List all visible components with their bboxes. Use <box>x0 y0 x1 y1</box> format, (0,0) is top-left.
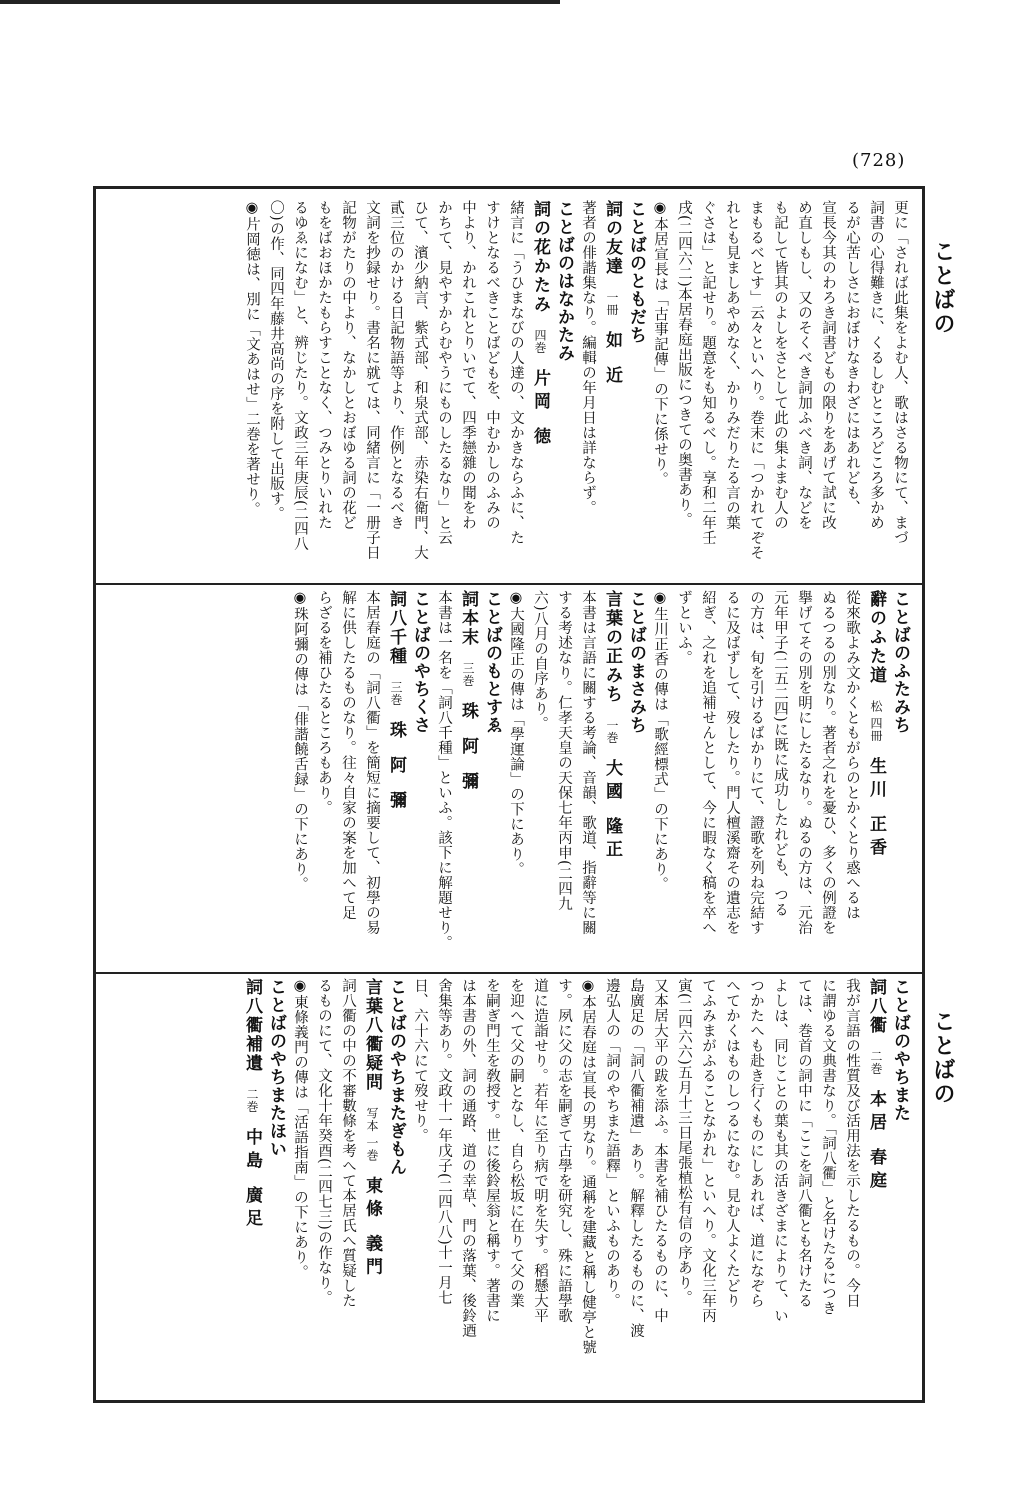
text-line: るゆゑになむ」と、辨じたり。文政三年庚辰(二四八 <box>292 200 308 552</box>
text-line: らざるを補ひたるところもあり。 <box>316 590 332 815</box>
text-line: ては、巻首の詞中に「ここを詞八衢とも名けたる <box>796 978 812 1308</box>
running-head-bottom: ことばの <box>930 1010 956 1106</box>
text-line: 詞八衢の中の不審數條を考へて本居氏へ質疑した <box>340 978 356 1308</box>
entry-author: 大國 隆正 <box>602 759 622 864</box>
section-title: ことばのやちくさ <box>410 590 430 734</box>
entry-title: 言葉の正みち <box>602 590 622 704</box>
entry-author: 東條 義門 <box>362 1176 382 1281</box>
text-line: 戌(二四六二)本居春庭出版につきての奥書あり。 <box>676 200 692 528</box>
b1-lines <box>648 200 912 580</box>
text-line: 島廣足の「詞八衢補遺」あり。解釋したるものに、渡 <box>628 978 644 1338</box>
text-line: も記して皆其のよしをさとして此の集よまむ人の <box>772 200 788 530</box>
entry-meta: 三巻 <box>461 662 475 688</box>
text-line: もをばおほかたもらすことなく、つみとりいれた <box>316 200 332 530</box>
text-line: ◉本居春庭は宣長の男なり。通稱を建藏と稱し健亭と號 <box>580 978 596 1355</box>
section-title: ことばのやちまた <box>890 978 910 1122</box>
entry-title: 詞八衢 <box>866 978 886 1035</box>
text-line: 本書は言語に關する考論、音韻、歌道、指辭等に關 <box>580 590 596 935</box>
entry-meta: 一冊 <box>605 291 619 317</box>
text-line: 我が言語の性質及び活用法を示したるもの。今日 <box>844 978 860 1308</box>
text-line: まもるべとす」云々といへり。巻末に「つかれてぞそ <box>748 200 764 560</box>
entry-title: 詞の友達 <box>602 200 622 276</box>
entry-author: 片岡 徳 <box>530 369 550 451</box>
text-line: する考述なり。仁孝天皇の天保七年丙申(二四九 <box>556 590 572 912</box>
text-line: 貳三位のかける日記物語等より、作例となるべき <box>388 200 404 530</box>
text-line: 更に「されば此集をよむ人、歌はさる物にて、まづ <box>892 200 908 545</box>
text-line: 詞書の心得難きに、くるしむところどころ多かめ <box>868 200 884 530</box>
divider-2 <box>96 972 922 974</box>
text-line: 記物がたりの中より、なかしとおぼゆる詞の花ど <box>340 200 356 530</box>
entry-heading <box>864 978 888 1388</box>
text-line: 元年甲子(二五二四)に既に成功したれども、つる <box>772 590 788 918</box>
text-line: るに及ばずして、歿したり。門人檀溪齋その遺志を <box>724 590 740 935</box>
page-number: (728) <box>852 150 906 171</box>
text-line: 文詞を抄録せり。書名に就ては、同緒言に「一册子日 <box>364 200 380 560</box>
text-line: 六)八月の自序あり。 <box>532 590 548 732</box>
entry-author: 珠 阿 彌 <box>458 702 478 796</box>
entry-meta: 松 四冊 <box>869 700 883 742</box>
text-line: 道に造詣せり。若年に至り病で明を失す。稻懸大平 <box>532 978 548 1323</box>
entry-meta: 一巻 <box>605 719 619 745</box>
text-line: へてかくはものしつるになむ。見む人よくたどり <box>724 978 740 1308</box>
entry-heading <box>240 978 264 1388</box>
entry-title: 辭のふた道 <box>866 590 886 685</box>
text-line: ◉東條義門の傳は「活語指南」の下にあり。 <box>292 978 308 1280</box>
entry-meta: 写本 一巻 <box>365 1107 379 1162</box>
entry-meta: 四巻 <box>533 329 547 355</box>
text-line: 舍集等あり。文政十一年戊子(二四八八)十一月七 <box>436 978 452 1306</box>
block-3 <box>112 978 912 1388</box>
section-title: ことばのやちまたほい <box>266 978 286 1158</box>
entry-heading <box>600 200 624 580</box>
entry-meta: 二巻 <box>245 1088 259 1114</box>
block-1 <box>112 200 912 580</box>
text-line: 日、六十六にて歿せり。 <box>412 978 428 1143</box>
text-line: の方は、旬を引けるばかりにて、證歌を列ね完結す <box>748 590 764 935</box>
entry-title: 言葉八衢疑問 <box>362 978 382 1092</box>
entry-heading <box>456 590 480 970</box>
section-title: ことばのともだち <box>626 200 646 344</box>
section-title: ことばのやちまたぎもん <box>386 978 406 1176</box>
section-title: ことばのふたみち <box>890 590 910 734</box>
entry-author: 生川 正香 <box>866 757 886 861</box>
text-line: ◉本居宣長は「古事記傳」の下に係せり。 <box>652 200 668 487</box>
entry-title: 詞本末 <box>458 590 478 647</box>
text-line: 中より、かれこれとりいでて、四季戀雜の聞をわ <box>460 200 476 530</box>
text-line: は本書の外、詞の通路、道の幸草、門の落葉、後鈴迺 <box>460 978 476 1338</box>
entry-heading <box>528 200 552 580</box>
text-line: を迎へて父の嗣となし、自ら松坂に在りて父の業 <box>508 978 524 1308</box>
text-line: よしは、同じことの葉も其の活きざまによりて、い <box>772 978 788 1323</box>
text-line: ◉大國隆正の傳は「學運論」の下にあり。 <box>508 590 524 877</box>
text-line: を嗣ぎ門生を敎授す。世に後鈴屋翁と稱す。著書に <box>484 978 500 1323</box>
entry-heading <box>864 590 888 970</box>
entry-meta: 三巻 <box>389 681 403 707</box>
text-line: ぐさは」と記せり。題意をも知るべし。享和二年壬 <box>700 200 716 545</box>
divider-1 <box>96 583 922 585</box>
text-line: れとも見ましあやめなく、かりみだりたる言の葉 <box>724 200 740 530</box>
text-line: め直しもし、又のそくべき詞加ふべき詞、などを <box>796 200 812 530</box>
text-line: 解に供したるものなり。往々自家の案を加へて足 <box>340 590 356 920</box>
text-line: 從來歌よみ文かくともがらのとかくとり惑へるは <box>844 590 860 920</box>
text-line: 寅(二四六六)五月十三日尾張植松有信の序あり。 <box>676 978 692 1306</box>
entry-author: 中島 廣足 <box>242 1128 262 1233</box>
text-line: すけとなるべきことばどもを、中むかしのふみの <box>484 200 500 530</box>
text-line: ◉生川正香の傳は「歌經標式」の下にあり。 <box>652 590 668 892</box>
text-line: 擧げてその別を明にしたるなり。ぬるの方は、元治 <box>796 590 812 935</box>
text-line: かちて、見やすからむやうにものしたるなり」と云 <box>436 200 452 545</box>
running-head-top: ことばの <box>930 240 956 336</box>
text-line: つかたへも赴き行くものにしあれば、道になぞら <box>748 978 764 1308</box>
text-line: 紹ぎ、之れを追補せんとして、今に暇なく稿を卒へ <box>700 590 716 935</box>
entry-heading <box>360 978 384 1388</box>
entry-author: 如 近 <box>602 331 622 390</box>
text-line: 宣長今其のわろき詞書どもの限りをあげて試に改 <box>820 200 836 530</box>
text-line: 本居春庭の「詞八衢」を簡短に摘要して、初學の易 <box>364 590 380 935</box>
top-rule <box>0 0 560 4</box>
entry-author: 本居 春庭 <box>866 1090 886 1195</box>
text-line: に謂ゆる文典書なり。「詞八衢」と名けたるにつき <box>820 978 836 1316</box>
entry-heading <box>384 590 408 970</box>
block-2 <box>112 590 912 970</box>
text-line: 本書は一名を「詞八千種」といふ。該下に解題せり。 <box>436 590 452 950</box>
text-line: 〇)の作、同四年藤井高尚の序を附して出版す。 <box>268 200 284 522</box>
text-line: ぬるつるの別なり。著者之れを憂ひ、多くの例證を <box>820 590 836 935</box>
entry-author: 珠 阿 彌 <box>386 721 406 815</box>
text-line: るものにて、文化十年癸酉(二四七三)の作なり。 <box>316 978 332 1306</box>
text-line: す。夙に父の志を嗣ぎて古學を研究し、殊に語學歌 <box>556 978 572 1323</box>
text-line: てふみまがふることなかれ」といへり。文化三年丙 <box>700 978 716 1323</box>
text-line: 又本居大平の跋を添ふ。本書を補ひたるものに、中 <box>652 978 668 1323</box>
section-title: ことばのはなかたみ <box>554 200 574 362</box>
text-line: ひて、濱少納言、紫式部、和泉式部、赤染右衛門、大 <box>412 200 428 560</box>
text-line: 著者の俳諧集なり。編輯の年月日は詳ならず。 <box>580 200 596 515</box>
text-line: ◉片岡徳は、別に「文あはせ」二巻を著せり。 <box>244 200 260 517</box>
text-line: 緒言に「うひまなびの人達の、文かきならふに、た <box>508 200 524 545</box>
text-line: 邊弘人の「詞のやちまた語釋」といふものあり。 <box>604 978 620 1308</box>
entry-title: 詞八衢補遺 <box>242 978 262 1073</box>
entry-title: 詞八千種 <box>386 590 406 666</box>
text-line: ずといふ。 <box>676 590 692 665</box>
entry-heading <box>600 590 624 970</box>
text-line: ◉珠阿彌の傳は「俳諧饒舌録」の下にあり。 <box>292 590 308 892</box>
section-title: ことばのもとすゑ <box>482 590 502 734</box>
entry-title: 詞の花かたみ <box>530 200 550 314</box>
entry-meta: 二巻 <box>869 1050 883 1076</box>
section-title: ことばのまさみち <box>626 590 646 734</box>
text-line: るが心苦しさにおぼけなきわざにはあれども、 <box>844 200 860 515</box>
